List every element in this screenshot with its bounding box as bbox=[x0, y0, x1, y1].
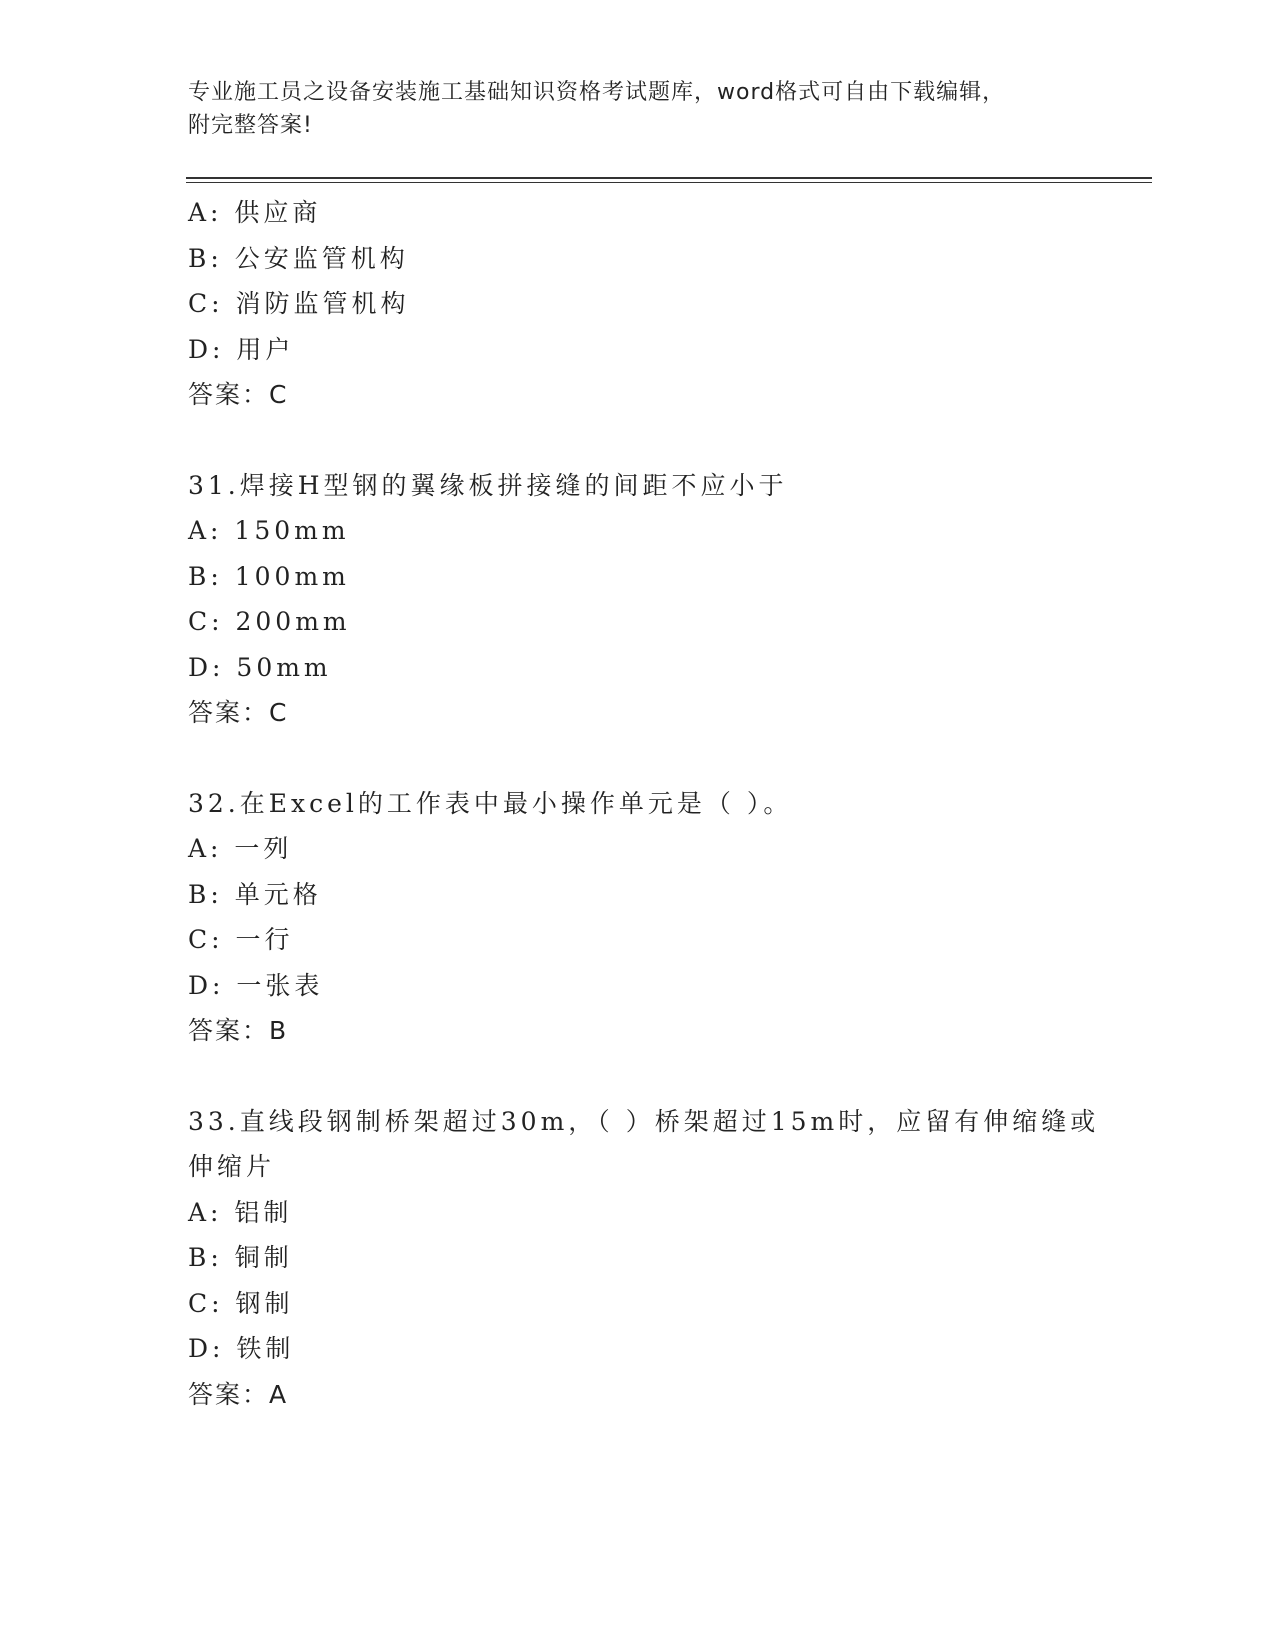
question-list bbox=[188, 190, 1108, 1417]
question-33 bbox=[188, 1099, 1108, 1418]
header-line-1: 专业施工员之设备安装施工基础知识资格考试题库，word格式可自由下载编辑， bbox=[188, 80, 1006, 105]
option-b: B: 单元格 bbox=[188, 879, 322, 909]
answer: 答案：C bbox=[188, 380, 289, 409]
question-30 bbox=[188, 190, 1108, 418]
option-a: A: 一列 bbox=[188, 834, 293, 863]
option-b: B: 铜制 bbox=[188, 1243, 293, 1272]
question-31 bbox=[188, 463, 1108, 736]
option-c: C: 一行 bbox=[188, 925, 294, 954]
header-line-2: 附完整答案! bbox=[188, 113, 313, 138]
option-c: C: 钢制 bbox=[188, 1288, 294, 1318]
answer: 答案：B bbox=[188, 1016, 289, 1045]
answer: 答案：A bbox=[188, 1379, 289, 1409]
option-d: D: 用户 bbox=[188, 334, 295, 364]
document-header bbox=[188, 76, 1088, 142]
question-title: 32.在Excel的工作表中最小操作单元是（ ）。 bbox=[188, 788, 793, 818]
spacer bbox=[188, 736, 1108, 781]
option-d: D: 铁制 bbox=[188, 1334, 295, 1363]
spacer bbox=[188, 418, 1108, 463]
option-c: C: 200mm bbox=[188, 607, 351, 636]
question-32 bbox=[188, 781, 1108, 1054]
option-c: C: 消防监管机构 bbox=[188, 289, 410, 318]
spacer bbox=[188, 1054, 1108, 1099]
answer: 答案：C bbox=[188, 698, 289, 727]
option-a: A: 供应商 bbox=[188, 198, 322, 227]
option-d: D: 50mm bbox=[188, 652, 332, 682]
question-title-line-1: 33.直线段钢制桥架超过30m，（ ）桥架超过15m时，应留有伸缩缝或 bbox=[188, 1106, 1100, 1136]
option-b: B: 公安监管机构 bbox=[188, 243, 409, 273]
option-d: D: 一张表 bbox=[188, 970, 324, 1000]
header-divider-thick bbox=[186, 177, 1152, 179]
question-title: 31.焊接H型钢的翼缘板拼接缝的间距不应小于 bbox=[188, 470, 788, 500]
header-divider-thin bbox=[186, 182, 1152, 183]
option-b: B: 100mm bbox=[188, 561, 350, 591]
question-title-line-2: 伸缩片 bbox=[188, 1152, 276, 1181]
option-a: A: 铝制 bbox=[188, 1197, 293, 1227]
option-a: A: 150mm bbox=[188, 516, 350, 545]
